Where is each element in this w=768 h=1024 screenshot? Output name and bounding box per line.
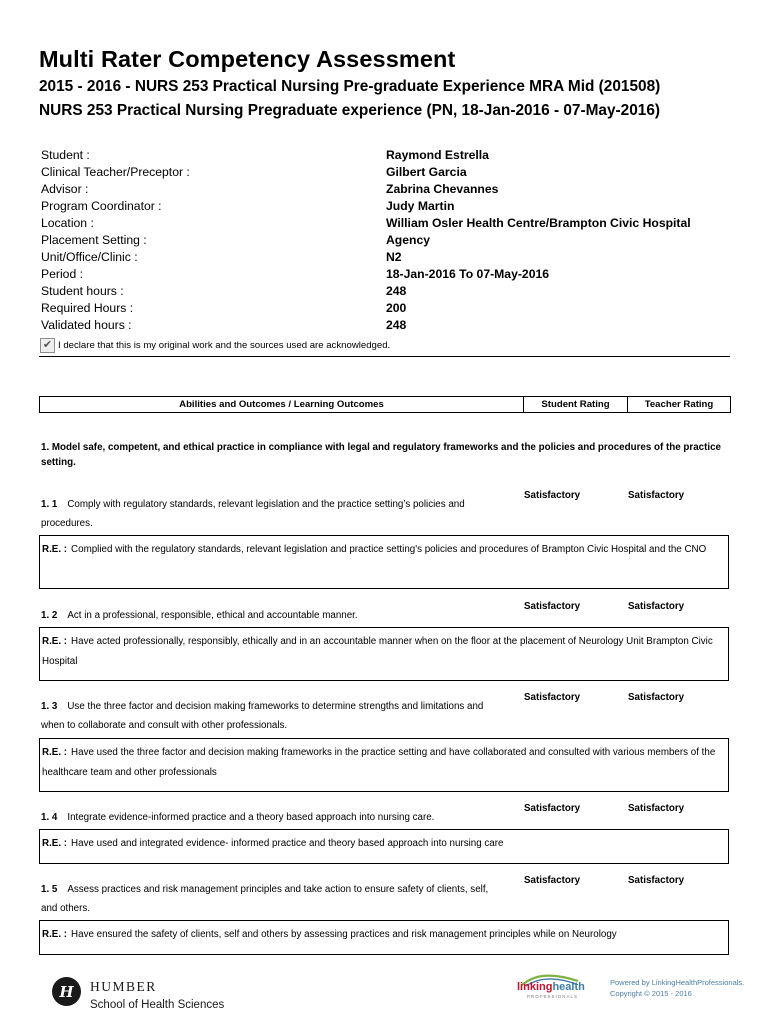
outcome-description: Integrate evidence-informed practice and a theory based approach into nursing care. [67, 812, 435, 823]
info-value: N2 [386, 249, 402, 264]
re-label: R.E. : [42, 544, 68, 555]
info-label: Student hours : [41, 283, 124, 298]
info-row-coordinator [41, 197, 731, 214]
info-row-student [41, 146, 731, 163]
info-row-validated-hours [41, 316, 731, 333]
teacher-rating: Satisfactory [628, 875, 685, 886]
info-label: Location : [41, 215, 94, 230]
declaration [40, 338, 390, 353]
course-subtitle: 2015 - 2016 - NURS 253 Practical Nursing Pre-graduate Experience MRA Mid (201508) [39, 78, 661, 95]
info-value: 248 [386, 317, 407, 332]
info-value: Zabrina Chevannes [386, 181, 499, 196]
info-value: Agency [386, 232, 431, 247]
column-header-teacher-rating: Teacher Rating [644, 399, 714, 410]
outcome-number: 1. 3 [41, 701, 58, 712]
info-label: Advisor : [41, 181, 89, 196]
competency-section-heading: 1. Model safe, competent, and ethical practice in compliance with legal and regulatory frameworks and the policies and procedures of the practice setting. [41, 442, 721, 468]
divider [39, 356, 730, 357]
outcome-number: 1. 4 [41, 812, 58, 823]
logo-tagline: PROFESSIONALS [527, 994, 579, 999]
info-value: Judy Martin [386, 198, 455, 213]
linkinghealth-logo [517, 981, 585, 993]
outcome-text-block [41, 808, 501, 827]
student-info-block [41, 146, 731, 333]
info-label: Unit/Office/Clinic : [41, 249, 138, 264]
re-label: R.E. : [42, 838, 68, 849]
outcome-description: Use the three factor and decision making frameworks to determine strengths and limitations and when to collaborate and consult with other professionals. [41, 701, 484, 731]
outcomes-table-header [39, 396, 731, 413]
student-rating: Satisfactory [524, 490, 581, 501]
page-title: Multi Rater Competency Assessment [39, 46, 456, 72]
outcome-number: 1. 5 [41, 884, 58, 895]
outcome-description: Act in a professional, responsible, ethical and accountable manner. [67, 610, 358, 621]
info-value: 18-Jan-2016 To 07-May-2016 [386, 266, 550, 281]
checkmark-icon: ✔ [42, 339, 53, 351]
school-subtitle: School of Health Sciences [90, 999, 225, 1011]
info-value: Gilbert Garcia [386, 164, 467, 179]
re-text: Have used and integrated evidence- informed practice and theory based approach into nursing care [71, 838, 504, 849]
info-label: Student : [41, 147, 90, 162]
info-row-unit [41, 248, 731, 265]
info-row-teacher [41, 163, 731, 180]
outcome-text-block [41, 606, 501, 625]
info-label: Required Hours : [41, 300, 134, 315]
reflective-evidence-box [39, 920, 729, 955]
info-label: Validated hours : [41, 317, 132, 332]
re-label: R.E. : [42, 929, 68, 940]
outcome-number: 1. 1 [41, 499, 58, 510]
info-row-period [41, 265, 731, 282]
student-rating: Satisfactory [524, 601, 581, 612]
info-row-location [41, 214, 731, 231]
re-text: Have ensured the safety of clients, self and others by assessing practices and risk management principles while on Neurology [71, 929, 617, 940]
re-text: Have used the three factor and decision making frameworks in the practice setting and have collaborated and consulted with various members of the healthcare team and other professionals [42, 747, 716, 778]
outcome-text-block [41, 495, 501, 533]
teacher-rating: Satisfactory [628, 692, 685, 703]
powered-by-line[interactable]: Powered by LinkingHealthProfessionals. [610, 978, 745, 987]
info-value: 248 [386, 283, 407, 298]
outcome-text-block [41, 880, 501, 918]
declaration-text: I declare that this is my original work and the sources used are acknowledged. [58, 340, 391, 351]
outcome-number: 1. 2 [41, 610, 58, 621]
logo-word-linking: linking [517, 981, 553, 993]
reflective-evidence-box [39, 738, 729, 792]
info-row-student-hours [41, 282, 731, 299]
info-value: Raymond Estrella [386, 147, 489, 162]
student-rating: Satisfactory [524, 803, 581, 814]
copyright-line: Copyright © 2015 - 2016 [610, 988, 692, 998]
outcome-description: Assess practices and risk management principles and take action to ensure safety of clients, self, and others. [41, 884, 489, 914]
powered-by-text [610, 978, 744, 999]
student-rating: Satisfactory [524, 692, 581, 703]
re-text: Complied with the regulatory standards, relevant legislation and practice setting's policies and procedures of Brampton Civic Hospital and the CNO [71, 544, 707, 555]
placement-subtitle: NURS 253 Practical Nursing Pregraduate experience (PN, 18-Jan-2016 - 07-May-2016) [39, 102, 661, 119]
info-row-required-hours [41, 299, 731, 316]
info-label: Program Coordinator : [41, 198, 162, 213]
reflective-evidence-box [39, 627, 729, 681]
info-value: William Osler Health Centre/Brampton Civic Hospital [386, 215, 691, 230]
info-row-advisor [41, 180, 731, 197]
teacher-rating: Satisfactory [628, 490, 685, 501]
reflective-evidence-box [39, 535, 729, 589]
footer [0, 965, 768, 1024]
student-rating: Satisfactory [524, 875, 581, 886]
info-value: 200 [386, 300, 407, 315]
logo-word-health: health [552, 981, 585, 993]
school-name: HUMBER [90, 979, 157, 994]
teacher-rating: Satisfactory [628, 803, 685, 814]
re-label: R.E. : [42, 636, 68, 647]
column-header-outcomes: Abilities and Outcomes / Learning Outcomes [40, 397, 524, 412]
declaration-checkbox[interactable] [40, 338, 55, 353]
reflective-evidence-box [39, 829, 729, 864]
outcome-description: Comply with regulatory standards, relevant legislation and the practice setting’s policies and procedures. [41, 499, 465, 529]
info-label: Period : [41, 266, 84, 281]
humber-logo-icon: H [52, 977, 81, 1006]
info-label: Clinical Teacher/Preceptor : [41, 164, 190, 179]
re-text: Have acted professionally, responsibly, ethically and in an accountable manner when on the floor at the placement of Neurology Unit Brampton Civic Hospital [42, 636, 713, 667]
info-row-placement-setting [41, 231, 731, 248]
re-label: R.E. : [42, 747, 68, 758]
outcome-text-block [41, 697, 501, 735]
teacher-rating: Satisfactory [628, 601, 685, 612]
column-header-student-rating: Student Rating [524, 397, 628, 412]
info-label: Placement Setting : [41, 232, 147, 247]
